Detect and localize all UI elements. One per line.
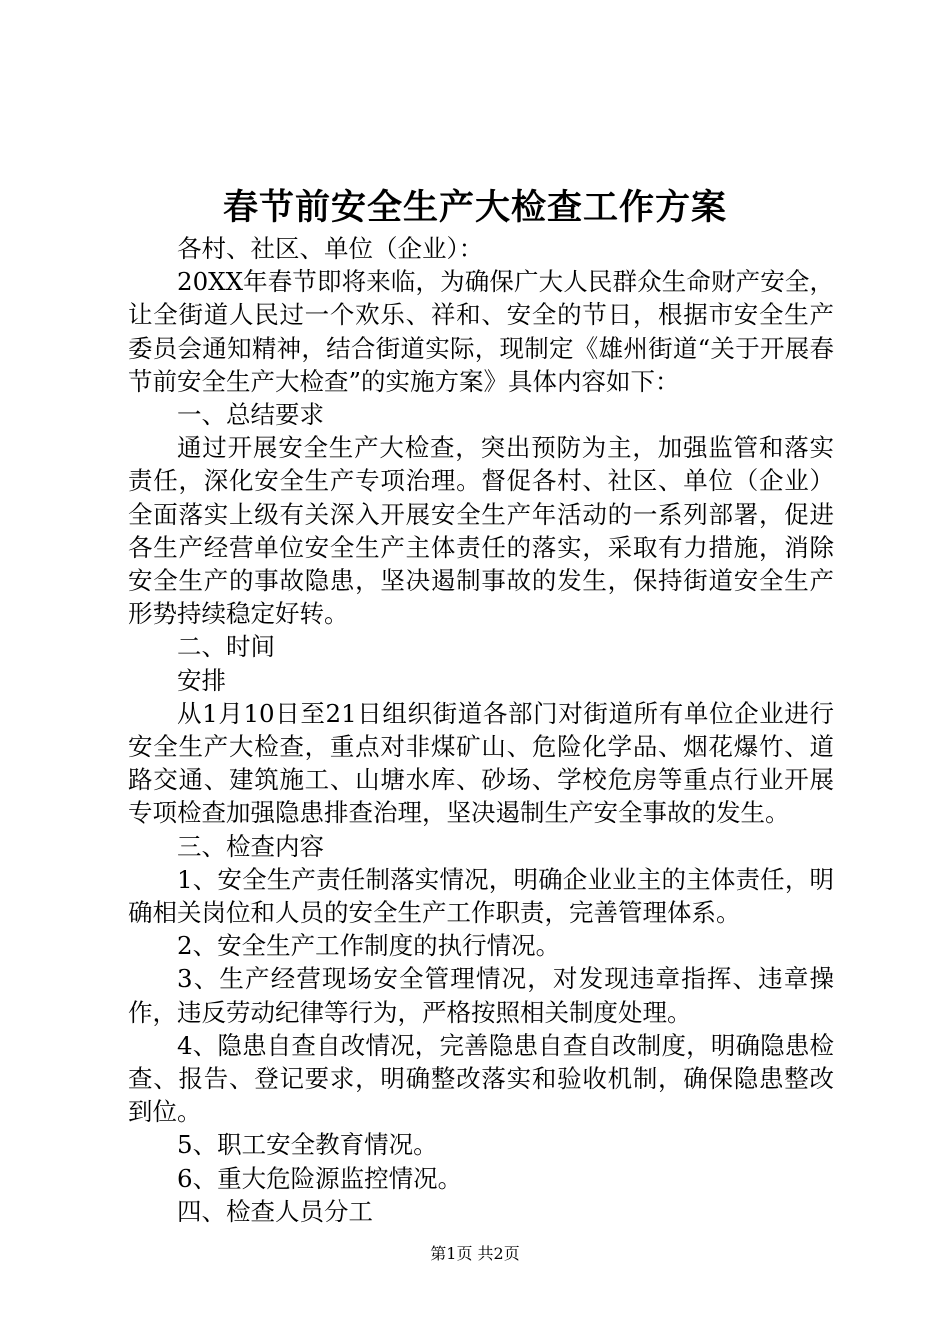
content-item-2: 2、安全生产工作制度的执行情况。 xyxy=(177,931,561,961)
time-paragraph: 从1月10日至21日组织街道各部门对街道所有单位企业进行安全生产大检查，重点对非煤矿山、危险化学品、烟花爆竹、道路交通、建筑施工、山塘水库、砂场、学校危房等重点行业开展专项检查加强隐患排查治理，坚决遏制生产安全事故的发生。 xyxy=(128,698,834,828)
section-heading-requirements: 一、总结要求 xyxy=(177,400,324,430)
time-subheading: 安排 xyxy=(177,665,226,695)
content-item-6: 6、重大危险源监控情况。 xyxy=(177,1163,463,1193)
requirements-paragraph: 通过开展安全生产大检查，突出预防为主，加强监管和落实责任，深化安全生产专项治理。督促各村、社区、单位（企业）全面落实上级有关深入开展安全生产年活动的一系列部署，促进各生产经营单位安全生产主体责任的落实，采取有力措施，消除安全生产的事故隐患，坚决遏制事故的发生，保持街道安全生产形势持续稳定好转。 xyxy=(128,433,834,629)
content-item-3: 3、生产经营现场安全管理情况，对发现违章指挥、违章操作，违反劳动纪律等行为，严格按照相关制度处理。 xyxy=(128,964,834,1027)
section-heading-staff: 四、检查人员分工 xyxy=(177,1196,373,1226)
intro-paragraph: 20XX年春节即将来临，为确保广大人民群众生命财产安全，让全街道人民过一个欢乐、祥和、安全的节日，根据市安全生产委员会通知精神，结合街道实际，现制定《雄州街道“关于开展春节前安全生产大检查”的实施方案》具体内容如下： xyxy=(128,267,834,396)
salutation-paragraph: 各村、社区、单位（企业）： xyxy=(177,234,484,263)
document-title: 春节前安全生产大检查工作方案 xyxy=(222,187,727,228)
content-item-5: 5、职工安全教育情况。 xyxy=(177,1130,438,1160)
section-heading-content: 三、检查内容 xyxy=(177,831,324,861)
content-item-4: 4、隐患自查自改情况，完善隐患自查自改制度，明确隐患检查、报告、登记要求，明确整改落实和验收机制，确保隐患整改到位。 xyxy=(128,1030,834,1127)
content-item-1: 1、安全生产责任制落实情况，明确企业业主的主体责任，明确相关岗位和人员的安全生产工作职责，完善管理体系。 xyxy=(128,864,834,928)
document-body xyxy=(128,232,834,1228)
page-footer: 第1页 共2页 xyxy=(430,1244,520,1263)
section-heading-time: 二、时间 xyxy=(177,632,275,662)
